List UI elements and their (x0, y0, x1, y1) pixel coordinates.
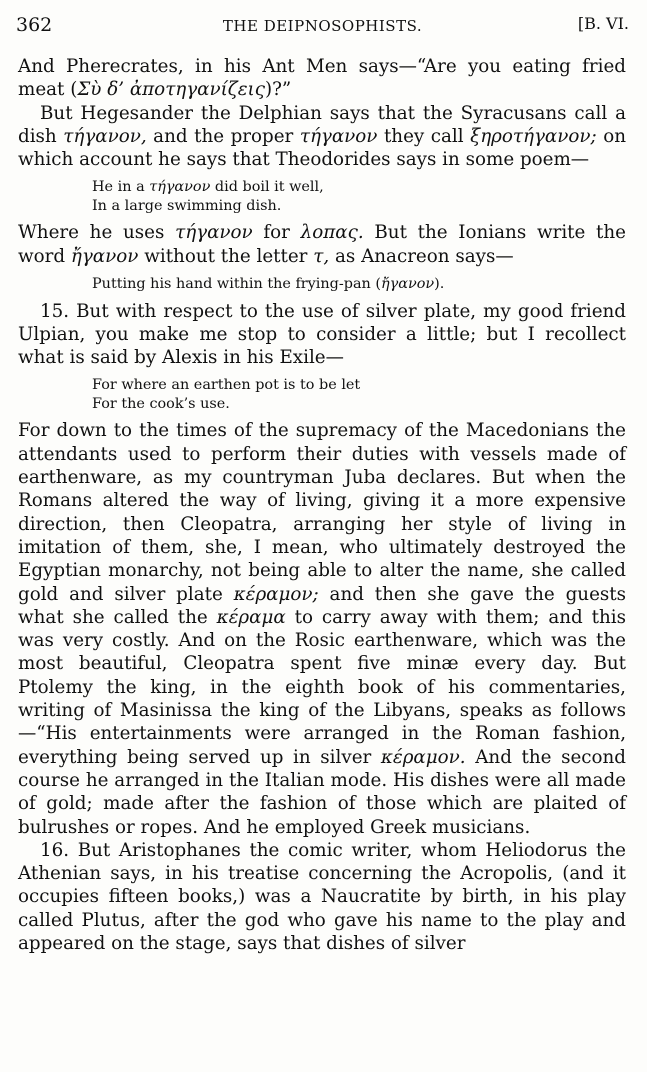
paragraph-hegesander: But Hegesander the Delphian says that the Syracusans call a dish τήγανον, and the proper τήγανον they call ξηροτήγανον; on which account he says that Theodorides says in some poem— (18, 102, 626, 171)
paragraph-macedonians: For down to the times of the supremacy of the Macedonians the attendants used to perform their duties with vessels made of earthenware, as my countryman Juba declares. But when the Romans altered the way of living, giving it a more expensive direction, then Cleopatra, arranging her style of living in imitation of them, she, I mean, who ultimately destroyed the Egyptian monarchy, not being able to alter the name, she called gold and silver plate κέραμον; and then she gave the guests what she called the κέραμα to carry away with them; and this was very costly. And on the Rosic earthenware, which was the most beautiful, Cleopatra spent five minæ every day. But Ptolemy the king, in the eighth book of his commentaries, writing of Masinissa the king of the Libyans, speaks as follows—“His entertainments were arranged in the Roman fashion, everything being served up in silver κέραμον. And the second course he arranged in the Italian mode. His dishes were all made of gold; made after the fashion of those which are plaited of bulrushes or ropes. And he employed Greek musicians. (18, 420, 626, 838)
page-header (16, 14, 629, 38)
page-number: 362 (16, 14, 53, 36)
paragraph-ionians: Where he uses τήγανον for λοπας. But the Ionians write the word ἤγανον without the letter τ, as Anacreon says— (18, 222, 627, 267)
verse-anacreon: Putting his hand within the frying-pan (ἤγανον). (92, 276, 445, 293)
verse-theodorides: He in a τήγανον did boil it well, In a large swimming dish. (92, 179, 324, 214)
running-title: THE DEIPNOSOPHISTS. (222, 17, 423, 35)
paragraph-section-16: 16. But Aristophanes the comic writer, whom Heliodorus the Athenian says, in his treatise concerning the Acropolis, (and it occupies fifteen books,) was a Naucratite by birth, in his play called Plutus, after the god who gave his name to the play and appeared on the stage, says that dishes of silver (18, 839, 626, 954)
paragraph-pherecrates: And Pherecrates, in his Ant Men says—“Are you eating fried meat (Σὺ δ’ ἀποτηγανίζεις)?” (18, 56, 626, 101)
verse-alexis: For where an earthen pot is to be let For the cook’s use. (92, 377, 361, 412)
book-reference: [B. VI. (577, 14, 629, 33)
body-text (18, 55, 626, 955)
paragraph-section-15: 15. But with respect to the use of silver plate, my good friend Ulpian, you make me stop to consider a little; but I recollect what is said by Alexis in his Exile— (18, 300, 626, 369)
greek-phrase: Σὺ δ’ ἀποτηγανίζεις (77, 79, 265, 101)
